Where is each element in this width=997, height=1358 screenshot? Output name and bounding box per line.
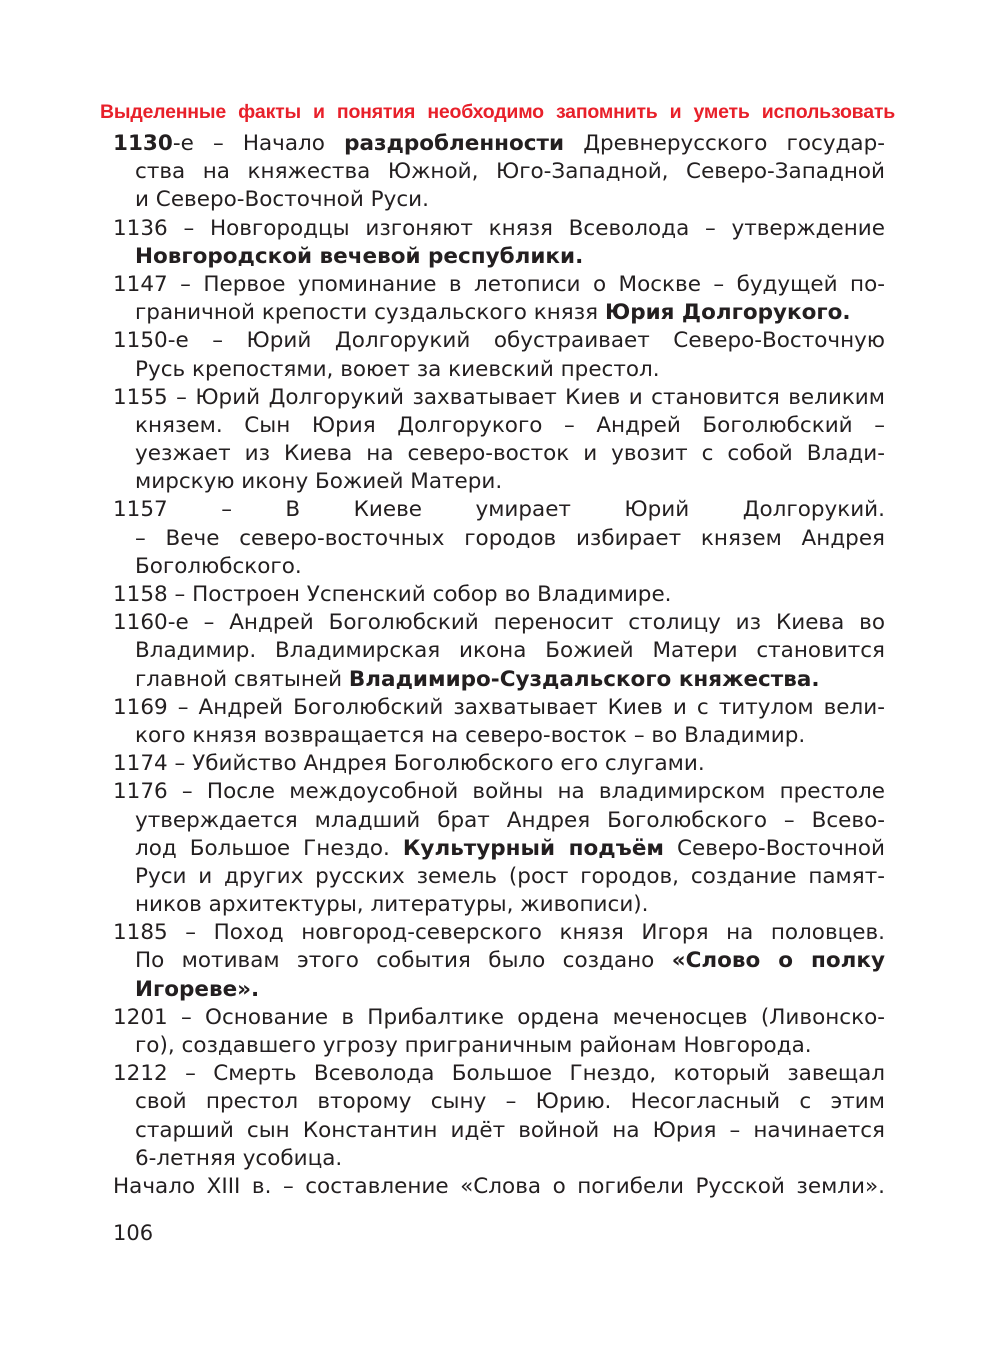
entry-line: [135, 807, 885, 835]
entry-line: [113, 496, 885, 524]
entry-line: [113, 384, 885, 412]
entry-line: [135, 553, 885, 581]
entry-text: Боголюбского.: [135, 553, 302, 579]
entry-line: [135, 722, 885, 750]
entry-text: и Северо-Восточной Руси.: [135, 187, 429, 213]
entry-text: утверждается младший брат Андрея Боголюбского – Всево-: [135, 807, 885, 833]
entry-line: [135, 525, 885, 553]
chronology-entry: [113, 919, 885, 1004]
chronology-entry: [113, 384, 885, 497]
entry-line: [113, 609, 885, 637]
entry-text: лод Большое Гнездо.: [135, 835, 403, 861]
entry-text: 1155 – Юрий Долгорукий захватывает Киев и становится великим: [113, 384, 885, 410]
entry-text: -е – Начало: [172, 131, 345, 156]
entry-text: 1157 – В Киеве умирает Юрий Долгорукий.: [113, 497, 885, 523]
entry-line: [113, 778, 885, 806]
entry-text: главной святыней: [135, 666, 349, 692]
entry-line: [135, 1032, 885, 1060]
entry-text: князем. Сын Юрия Долгорукого – Андрей Боголюбский –: [135, 412, 885, 438]
entry-line: [135, 243, 885, 271]
entry-text: граничной крепости суздальского князя: [135, 300, 605, 326]
entry-line: [135, 637, 885, 665]
entry-line: [113, 750, 885, 778]
entry-text: уезжает из Киева на северо-восток и увозит с собой Влади-: [135, 441, 885, 467]
entry-text: Начало XIII в. – составление «Слова о погибели Русской земли».: [113, 1173, 885, 1199]
entry-text: 1147 – Первое упоминание в летописи о Москве – будущей по-: [113, 271, 885, 297]
highlighted-term: Юрия Долгорукого.: [604, 300, 851, 326]
chronology-entry: [113, 1004, 885, 1060]
highlighted-term: Культурный подъём: [402, 835, 664, 861]
entry-line: [113, 327, 885, 355]
entry-line: [135, 1088, 885, 1116]
entry-text: 1150-е – Юрий Долгорукий обустраивает Северо-Восточную: [113, 328, 885, 354]
section-header: Выделенные факты и понятия необходимо запомнить и уметь использовать: [100, 101, 895, 123]
entry-line: [113, 1173, 885, 1201]
entry-text: ников архитектуры, литературы, живописи).: [135, 892, 649, 918]
entry-text: старший сын Константин идёт войной на Юрия – начинается: [135, 1117, 885, 1143]
highlighted-term: раздробленности: [344, 131, 565, 156]
entry-line: [135, 863, 885, 891]
entry-text: 1136 – Новгородцы изгоняют князя Всеволода – утверждение: [113, 215, 885, 241]
entry-line: [135, 158, 885, 186]
entry-text: 6-летняя усобица.: [135, 1145, 343, 1171]
entry-text: 1212 – Смерть Всеволода Большое Гнездо, который завещал: [113, 1061, 885, 1087]
highlighted-term: 1130: [113, 131, 173, 156]
highlighted-term: Игореве».: [135, 976, 260, 1002]
entry-text: Владимир. Владимирская икона Божией Матери становится: [135, 638, 885, 664]
chronology-entry: [113, 496, 885, 581]
entry-line: [135, 666, 885, 694]
entry-line: [135, 976, 885, 1004]
entry-text: 1176 – После междоусобной войны на владимирском престоле: [113, 779, 885, 805]
entry-text: По мотивам этого события было создано: [135, 948, 672, 974]
entry-text: Русь крепостями, воюет за киевский престол.: [135, 356, 660, 382]
entry-text: Древнерусского государ-: [564, 131, 885, 156]
entry-line: [135, 947, 885, 975]
chronology-entry: [113, 215, 885, 271]
entry-text: Руси и других русских земель (рост городов, создание памят-: [135, 863, 885, 889]
entry-line: [135, 891, 885, 919]
entry-text: 1174 – Убийство Андрея Боголюбского его слугами.: [113, 751, 705, 777]
entry-text: мирскую икону Божией Матери.: [135, 469, 503, 495]
entry-text: 1169 – Андрей Боголюбский захватывает Киев и с титулом вели-: [113, 694, 885, 720]
chronology-entry: [113, 609, 885, 694]
entry-text: 1158 – Построен Успенский собор во Владимире.: [113, 582, 672, 607]
chronology-entry: [113, 1173, 885, 1201]
entry-line: [135, 412, 885, 440]
chronology-entry: [113, 694, 885, 750]
entry-text: свой престол второму сыну – Юрию. Несогласный с этим: [135, 1089, 885, 1115]
entry-line: [113, 215, 885, 243]
entry-line: [135, 835, 885, 863]
entry-line: [135, 186, 885, 214]
chronology-entry: [113, 581, 885, 609]
entry-text: 1201 – Основание в Прибалтике ордена меченосцев (Ливонско-: [113, 1004, 885, 1030]
highlighted-term: Владимиро-Суздальского княжества.: [348, 666, 820, 692]
entry-line: [135, 356, 885, 384]
page-number: 106: [113, 1221, 154, 1245]
entry-line: [135, 468, 885, 496]
chronology-entry: [113, 327, 885, 383]
chronology-entry: [113, 778, 885, 919]
chronology-entry: [113, 130, 885, 215]
highlighted-term: «Слово о полку: [671, 948, 885, 974]
entry-text: ства на княжества Южной, Юго-Западной, Северо-Западной: [135, 159, 885, 185]
entry-line: [113, 1060, 885, 1088]
chronology-entry: [113, 1060, 885, 1173]
entry-text: кого князя возвращается на северо-восток – во Владимир.: [135, 722, 806, 748]
chronology-entry: [113, 271, 885, 327]
entry-line: [113, 130, 885, 158]
entry-line: [113, 694, 885, 722]
chronology-entry: [113, 750, 885, 778]
chronology-list: [113, 130, 885, 1201]
entry-text: го), создавшего угрозу приграничным районам Новгорода.: [135, 1033, 812, 1058]
entry-line: [135, 1117, 885, 1145]
entry-line: [113, 919, 885, 947]
entry-text: 1185 – Поход новгород-северского князя Игоря на половцев.: [113, 920, 885, 946]
entry-line: [113, 1004, 885, 1032]
entry-text: – Вече северо-восточных городов избирает князем Андрея: [135, 525, 885, 551]
entry-line: [135, 299, 885, 327]
entry-line: [135, 440, 885, 468]
entry-line: [135, 1145, 885, 1173]
highlighted-term: Новгородской вечевой республики.: [135, 243, 584, 269]
entry-line: [113, 271, 885, 299]
entry-text: Северо-Восточной: [663, 835, 885, 861]
entry-text: 1160-е – Андрей Боголюбский переносит столицу из Киева во: [113, 610, 885, 636]
entry-line: [113, 581, 885, 609]
